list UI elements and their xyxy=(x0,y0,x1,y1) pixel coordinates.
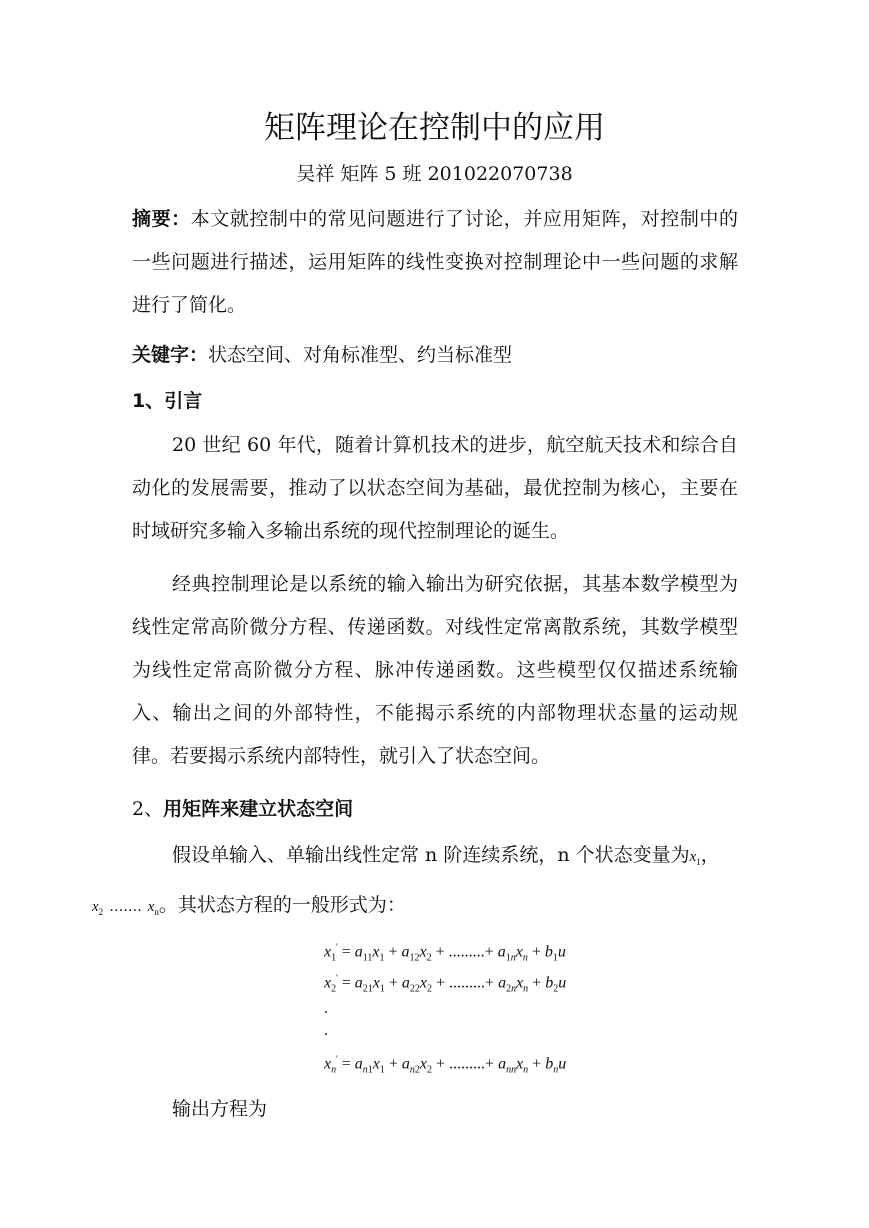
keywords-paragraph xyxy=(132,334,738,377)
abstract-label: 摘要： xyxy=(132,208,191,230)
output-equation-label: 输出方程为 xyxy=(172,1098,268,1120)
keywords-label: 关键字： xyxy=(132,344,209,366)
page-title: 矩阵理论在控制中的应用 xyxy=(264,110,605,146)
section2-p1-text-a: 假设单输入、单输出线性定常 n 阶连续系统，n 个状态变量为 xyxy=(172,844,690,866)
section2-paragraph-1: 假设单输入、单输出线性定常 n 阶连续系统，n 个状态变量为$x_1$， $x_2$ ……. $x_n$。其状态方程的一般形式为： xyxy=(92,844,720,917)
section1-heading: 1、引言 xyxy=(132,390,203,412)
var-x1: $x_1$ xyxy=(689,849,701,867)
section1-paragraph-2: 经典控制理论是以系统的输入输出为研究依据，其基本数学模型为线性定常高阶微分方程、传递函数。对线性定常离散系统，其数学模型为线性定常高阶微分方程、脉冲传递函数。这些模型仅仅描述系统输入、输出之间的外部特性，不能揭示系统的内部物理状态量的运动规律。若要揭示系统内部特性，就引入了状态空间。 xyxy=(132,573,738,767)
var-xn: $x_n$ xyxy=(147,899,159,917)
section2-p1-text-b: 。其状态方程的一般形式为： xyxy=(158,894,406,916)
state-equation-n: $x_n' = a_{n1}x_1 + a_{n2}x_2$ + .........+ $a_{nn}x_n + b_nu$ xyxy=(324,1054,567,1076)
var-x2: $x_2$ xyxy=(92,899,104,917)
state-equation-1: $x_1' = a_{11}x_1 + a_{12}x_2$ + .........+ $a_{1n}x_n + b_1u$ xyxy=(324,942,566,964)
equation-vertical-dot-2: . xyxy=(324,1022,328,1039)
section2-heading-text: 用矩阵来建立状态空间 xyxy=(163,798,354,820)
author-line: 吴祥 矩阵 5 班 201022070738 xyxy=(296,163,573,185)
section2-heading-number: 2、 xyxy=(132,798,164,820)
abstract-paragraph xyxy=(132,198,738,327)
state-equation-2: $x_2' = a_{21}x_1 + a_{22}x_2$ + .........+ $a_{2n}x_n + b_2u$ xyxy=(324,973,567,995)
section1-paragraph-1: 20 世纪 60 年代，随着计算机技术的进步，航空航天技术和综合自动化的发展需要，推动了以状态空间为基础，最优控制为核心，主要在时域研究多输入多输出系统的现代控制理论的诞生。 xyxy=(132,434,738,542)
keywords-text: 状态空间、对角标准型、约当标准型 xyxy=(208,344,513,366)
equation-vertical-dot-1: . xyxy=(324,1000,328,1017)
ellipsis: ……. xyxy=(109,899,142,915)
section2-heading xyxy=(132,788,738,831)
abstract-text: 本文就控制中的常见问题进行了讨论，并应用矩阵，对控制中的一些问题进行描述，运用矩阵的线性变换对控制理论中一些问题的求解进行了简化。 xyxy=(132,208,738,316)
